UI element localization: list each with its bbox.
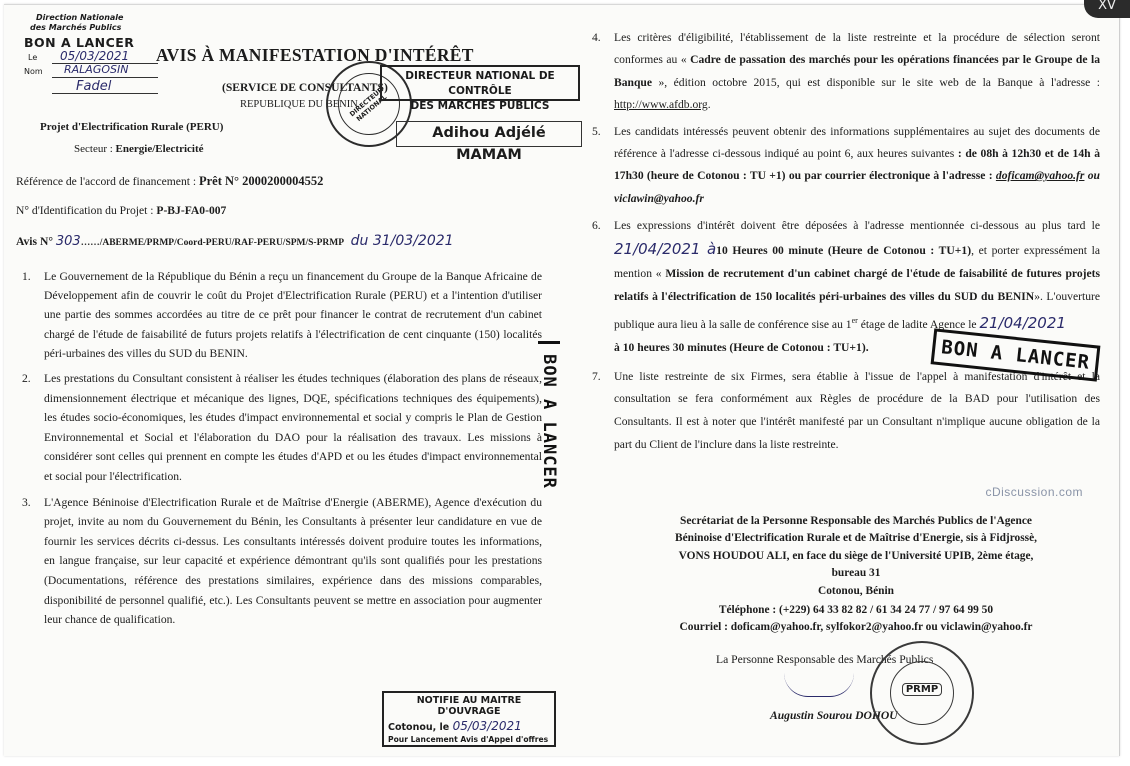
republic-line: REPUBLIQUE DU BENIN xyxy=(240,99,358,110)
document-page xyxy=(4,4,1120,756)
id-label: N° d'Identification du Projet : xyxy=(16,204,157,217)
footer-mail: Courriel : doficam@yahoo.fr, sylfokor2@yahoo.fr ou viclawin@yahoo.fr xyxy=(679,621,1033,634)
list-item-3 xyxy=(22,493,542,630)
approval-stamp-top-left xyxy=(16,11,166,99)
notifie-line2 xyxy=(388,719,550,733)
service-subtitle: (SERVICE DE CONSULTANTS) xyxy=(222,81,388,94)
avis-reference xyxy=(16,233,454,252)
item5-text-a: Les candidats intéressés peuvent obtenir des informations supplémentaires au sujet des documents de référence à l'adresse ci-dessous indiqué au point 6, aux heures suivantes xyxy=(614,124,1100,161)
item6-sup: er xyxy=(851,315,858,325)
footer-line-5: Cotonou, Bénin xyxy=(818,584,894,597)
project-sector xyxy=(74,141,204,158)
stamp-bon-lancer: BON A LANCER xyxy=(24,35,135,50)
right-column xyxy=(592,27,1100,457)
list-item-5 xyxy=(592,121,1100,211)
list-item-number: 7. xyxy=(592,369,601,383)
avis-prefix: Avis N° xyxy=(16,235,56,248)
item7-text: Une liste restreinte de six Firmes, sera établie à l'issue de l'appel à manifestation d'intérêt et la consultation se fera conformément aux Règles de procédure de la BAD pour l'utilisation des Consultants. Il est à noter que l'intérêt manifesté par un Consultant n'implique aucune obligation de la part du Client de l'inclure dans la liste restreinte. xyxy=(614,369,1100,451)
watermark: cDiscussion.com xyxy=(985,485,1083,499)
dncmp-line1: DIRECTEUR NATIONAL DE CONTRÔLE xyxy=(405,70,555,97)
stamp-le-value: 05/03/2021 xyxy=(60,49,130,63)
list-item-text: L'Agence Béninoise d'Electrification Rurale et de Maîtrise d'Energie (ABERME), Agence d'exécution du projet, invite au nom du Gouvernement du Bénin, les Consultants à présenter leur candidature en vue de fournir les services décrits ci-dessus. Les consultants intéressés doivent produire toutes les informations, en langue française, sur leur capacité et expérience démontrant qu'ils sont qualifiés pour les prestations (Documentations, référence des prestations similaires, expérience dans des missions comparables, disponibilité de personnel qualifié, etc.). Les Consultants peuvent se mettre en association pour augmenter leur chance de qualification. xyxy=(44,495,542,627)
vertical-bon-a-lancer-stamp xyxy=(534,345,562,505)
stamp-lines-3 xyxy=(52,93,158,94)
dncmp-name-box xyxy=(396,121,582,163)
financing-reference xyxy=(16,173,323,191)
stamp-marches: des Marchés Publics xyxy=(30,23,122,32)
item6-mention: Mission de recrutement d'un cabinet chargé de l'étude de faisabilité de futures projets relatifs à l'électrification de 150 localités péri-urbaines des villes du SUD du BENIN xyxy=(614,267,1100,304)
document-title: AVIS À MANIFESTATION D'INTÉRÊT xyxy=(156,45,474,65)
prmp-round-stamp xyxy=(870,641,974,745)
notifie-cotonou: Cotonou, le xyxy=(388,722,450,733)
item5-email1[interactable]: doficam@yahoo.fr xyxy=(995,169,1085,183)
dncmp-round-text: DIRECTEUR NATIONAL xyxy=(348,85,389,124)
list-item-text: Le Gouvernement de la République du Bénin a reçu un financement du Groupe de la Banque Africaine de Développement afin de couvrir le coût du Projet d'Electrification Rurale (PERU) et a l'intention d'utiliser une partie des sommes accordées au titre de ce prêt pour financer le contrat de recrutement d'un cabinet chargé de l'étude de faisabilité de futurs projets relatifs à l'électrification de cent cinquante (150) localités péri-urbaines des villes du SUD du BENIN. xyxy=(44,270,542,360)
signatory-name: Augustin Sourou DOHOU xyxy=(770,709,898,722)
vertical-stamp-text: BON A LANCER xyxy=(538,341,560,499)
list-item-7 xyxy=(592,366,1100,457)
list-item-number: 2. xyxy=(22,372,31,386)
id-value: P-BJ-FA0-007 xyxy=(156,204,227,217)
item6-text-c: , et porter expressément la mention « xyxy=(614,243,1100,281)
dncmp-rect-stamp xyxy=(380,65,580,112)
item4-text-a: Les critères d'éligibilité, l'établissement de la liste restreinte et la procédure de sélection seront conformes au « xyxy=(614,31,1100,67)
list-item-number: 6. xyxy=(592,219,601,233)
project-identification xyxy=(16,203,226,220)
item6-text-d: ». L'ouverture publique aura lieu à la salle de conférence sise au 1 xyxy=(614,290,1101,331)
item6-opening-time: à 10 heures 30 minutes (Heure de Cotonou : TU+1). xyxy=(614,341,869,355)
item6-deadline-time: 10 Heures 00 minute (Heure de Cotonou : TU+1) xyxy=(716,243,972,257)
list-item-text: Les prestations du Consultant consistent à réaliser les études techniques (élaboration des plans de réseaux, dimensionnement électrique et mécanique des lignes, DQE, spécifications techniques des équipements), les études socio-économiques, les études d'impact environnemental et social y compris le Plan de Gestion Environnemental et Social et l'élaboration du DAO pour la réalisation des travaux. Les missions à considérer sont celles qui prennent en compte les études d'APD et ou les études d'impact environnemental et social pour l'électrification. xyxy=(44,372,542,483)
right-bon-a-lancer-stamp: BON A LANCER xyxy=(931,328,1101,381)
stamp-le-label: Le xyxy=(28,53,38,62)
list-item-number: 4. xyxy=(592,31,601,44)
stamp-direction: Direction Nationale xyxy=(36,13,124,22)
item5-hours: : de 08h à 12h30 et de 14h à 17h30 (heure de Cotonou : TU +1) ou par courrier électronique à l'adresse : xyxy=(614,147,1100,183)
stamp-nom-value: RALAGOSIN xyxy=(64,63,129,76)
stamp-signature-value: Fadel xyxy=(76,79,112,94)
prmp-label: PRMP xyxy=(902,683,942,696)
financing-label: Référence de l'accord de financement : xyxy=(16,175,199,188)
notifie-stamp xyxy=(382,691,556,747)
item4-framework: Cadre de passation des marchés pour les opérations financées par le Groupe de la Banque xyxy=(614,53,1100,89)
footer-line-4: bureau 31 xyxy=(831,567,881,580)
item6-opening-date: 21/04/2021 xyxy=(979,313,1066,332)
footer-phone: Téléphone : (+229) 64 33 82 82 / 61 34 24 77 / 97 64 99 50 xyxy=(718,604,994,617)
signatory-role: La Personne Responsable des Marchés Publics xyxy=(716,653,934,666)
handwritten-signature xyxy=(784,673,854,697)
footer-line-2: Béninoise d'Electrification Rurale et de Maîtrise d'Energie, sis à Fidjrossè, xyxy=(674,532,1038,545)
avis-number: 303 xyxy=(55,234,81,249)
notifie-date: 05/03/2021 xyxy=(452,719,522,733)
item6-deadline-date: 21/04/2021 à xyxy=(614,239,717,258)
contact-block xyxy=(606,513,1106,637)
notifie-line1: NOTIFIE AU MAITRE D'OUVRAGE xyxy=(416,695,522,717)
sector-value: Energie/Electricité xyxy=(115,143,204,155)
financing-value: Prêt N° 2000200004552 xyxy=(198,174,324,188)
avis-suffix: ……/ABERME/PRMP/Coord-PERU/RAF-PERU/SPM/S-PRMP xyxy=(80,238,345,248)
list-item-1 xyxy=(22,267,542,363)
list-item-number: 5. xyxy=(592,124,601,138)
left-numbered-list xyxy=(22,267,542,630)
list-item-number: 1. xyxy=(22,270,31,283)
right-numbered-list xyxy=(592,27,1100,457)
dncmp-name: Adihou Adjélé MAMAM xyxy=(432,125,546,163)
stamp-lines xyxy=(52,63,158,64)
avis-date: du 31/03/2021 xyxy=(350,233,454,249)
notifie-line3: Pour Lancement Avis d'Appel d'offres xyxy=(388,735,549,744)
sector-label: Secteur : xyxy=(74,143,116,155)
stamp-nom-label: Nom xyxy=(24,67,43,76)
item4-text-d: . xyxy=(707,98,711,112)
dncmp-line2: DES MARCHES PUBLICS xyxy=(410,100,550,112)
item4-text-c: », édition octobre 2015, qui est disponible sur le site web de la Banque à l'adresse : xyxy=(652,75,1100,89)
afdb-link[interactable]: http://www.afdb.org xyxy=(614,98,708,112)
project-name: Projet d'Electrification Rurale (PERU) xyxy=(40,121,224,133)
list-item-4 xyxy=(592,27,1100,117)
stamp-lines-2 xyxy=(52,77,158,78)
item6-text-a: Les expressions d'intérêt doivent être déposées à l'adresse mentionnée ci-dessous au plus tard le xyxy=(614,219,1100,233)
list-item-2 xyxy=(22,369,542,487)
item5-email2: ou viclawin@yahoo.fr xyxy=(614,169,1100,205)
item6-text-e: étage de ladite Agence le xyxy=(857,317,980,331)
footer-line-3: VONS HOUDOU ALI, en face du siège de l'Université UPIB, 2ème étage, xyxy=(678,549,1034,562)
corner-badge: XV xyxy=(1084,0,1130,18)
footer-line-1: Secrétariat de la Personne Responsable des Marchés Publics de l'Agence xyxy=(680,515,1032,527)
list-item-number: 3. xyxy=(22,495,31,509)
